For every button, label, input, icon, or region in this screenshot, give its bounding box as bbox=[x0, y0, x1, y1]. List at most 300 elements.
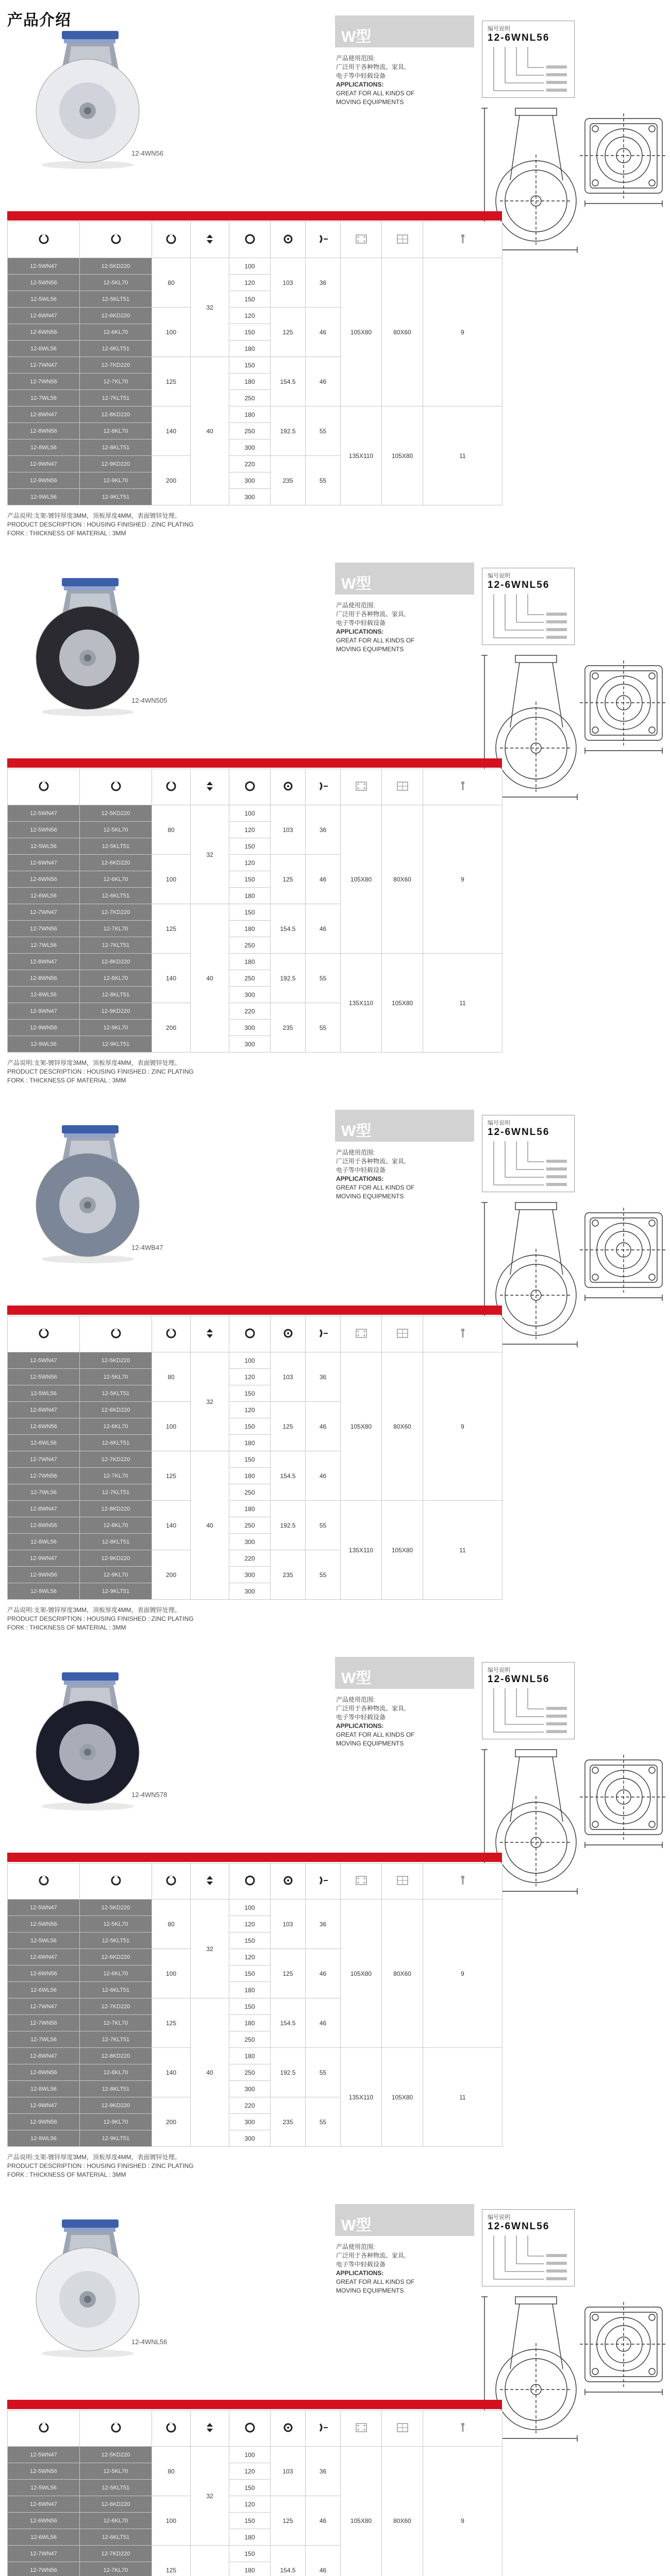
alt-code-cell: 12-8KD220 bbox=[80, 954, 152, 970]
alt-code-cell: 12-7KL70 bbox=[80, 921, 152, 937]
alt-code-cell: 12-5KL70 bbox=[80, 275, 152, 291]
wheel-width-cell: 40 bbox=[191, 1998, 229, 2147]
top-plate-size-cell: 135X110 bbox=[341, 1501, 382, 1600]
wheel-diameter-icon bbox=[282, 781, 294, 793]
model-code-cell: 12-6WL56 bbox=[8, 888, 80, 904]
alt-code-cell: 12-9KD220 bbox=[80, 1003, 152, 1020]
desc-cn-3: 电子等中轻载设备 bbox=[336, 619, 386, 626]
product-photo bbox=[10, 573, 165, 717]
bolt-icon bbox=[457, 781, 468, 793]
table-row bbox=[8, 2048, 502, 2064]
plate-icon bbox=[355, 1875, 368, 1888]
top-plate-size-cell: 105X80 bbox=[341, 1352, 382, 1501]
alt-code-cell: 12-5KL70 bbox=[80, 2463, 152, 2480]
wheel-diameter-cell: 140 bbox=[152, 2048, 191, 2097]
model-code-cell: 12-9WN47 bbox=[8, 1550, 80, 1567]
column-header-2 bbox=[80, 222, 152, 258]
alt-code-cell: 12-9KL70 bbox=[80, 472, 152, 489]
column-header-3 bbox=[152, 2411, 191, 2447]
alt-code-cell: 12-7KL70 bbox=[80, 2015, 152, 2031]
top-plate-size-cell: 105X80 bbox=[341, 1900, 382, 2048]
load-capacity-cell: 250 bbox=[229, 937, 271, 954]
load-capacity-cell: 120 bbox=[229, 1949, 271, 1965]
wheel-diameter-cell: 125 bbox=[152, 2546, 191, 2576]
load-capacity-cell: 150 bbox=[229, 1385, 271, 1402]
wheel-icon bbox=[244, 781, 256, 793]
total-height-cell: 103 bbox=[271, 2447, 306, 2496]
wheel-diameter-cell: 100 bbox=[152, 2496, 191, 2546]
load-capacity-cell: 220 bbox=[229, 456, 271, 472]
type-label-box bbox=[335, 563, 474, 595]
offset-cell: 36 bbox=[306, 805, 341, 855]
table-header-bar bbox=[7, 758, 502, 768]
model-code-cell: 12-8WL56 bbox=[8, 1534, 80, 1550]
load-capacity-cell: 300 bbox=[229, 2081, 271, 2097]
height-icon bbox=[204, 1875, 215, 1888]
desc-en-2: GREAT FOR ALL KINDS OF bbox=[336, 90, 415, 97]
footnote-line-3: FORK : THICKNESS OF MATERIAL : 3MM bbox=[7, 1624, 126, 1631]
table-row bbox=[8, 1352, 502, 1369]
wheel-diameter-icon bbox=[282, 233, 294, 246]
desc-en-1: APPLICATIONS: bbox=[336, 628, 384, 635]
model-code-cell: 12-9WL56 bbox=[8, 2130, 80, 2147]
bolt-hole-cell: 11 bbox=[423, 954, 502, 1053]
wheel-width-cell: 40 bbox=[191, 357, 229, 505]
alt-code-cell: 12-9KLT51 bbox=[80, 489, 152, 505]
offset-cell: 46 bbox=[306, 855, 341, 904]
column-header-1 bbox=[8, 769, 80, 805]
column-header-10 bbox=[423, 1316, 502, 1352]
alt-code-cell: 12-6KL70 bbox=[80, 2513, 152, 2529]
table-header-bar bbox=[7, 2400, 502, 2409]
column-header-4 bbox=[191, 1316, 229, 1352]
load-capacity-cell: 150 bbox=[229, 324, 271, 341]
load-capacity-cell: 180 bbox=[229, 406, 271, 423]
total-height-cell: 125 bbox=[271, 308, 306, 357]
application-description bbox=[336, 54, 475, 107]
load-capacity-cell: 120 bbox=[229, 2496, 271, 2513]
product-footnote bbox=[7, 1059, 194, 1085]
model-code-cell: 12-5WN56 bbox=[8, 2463, 80, 2480]
offset-cell: 46 bbox=[306, 357, 341, 406]
desc-cn-1: 产品使用范围: bbox=[336, 1149, 375, 1156]
offset-cell: 46 bbox=[306, 2546, 341, 2576]
load-capacity-cell: 100 bbox=[229, 805, 271, 822]
alt-code-cell: 12-5KL70 bbox=[80, 822, 152, 838]
alt-code-cell: 12-5KD220 bbox=[80, 258, 152, 275]
load-icon bbox=[165, 781, 177, 793]
desc-cn-2: 广泛用于各种物流、家具, bbox=[336, 63, 406, 71]
alt-code-cell: 12-5KD220 bbox=[80, 1900, 152, 1916]
top-plate-size-cell: 135X110 bbox=[341, 2048, 382, 2147]
product-footnote bbox=[7, 512, 194, 538]
hole-icon bbox=[396, 1328, 409, 1341]
table-header-bar bbox=[7, 1306, 502, 1315]
technical-drawing bbox=[479, 1197, 670, 1352]
desc-en-1: APPLICATIONS: bbox=[336, 2269, 384, 2277]
technical-drawing bbox=[479, 103, 670, 258]
bolt-hole-cell: 9 bbox=[423, 805, 502, 954]
column-header-3 bbox=[152, 769, 191, 805]
table-row bbox=[8, 1501, 502, 1517]
column-header-7 bbox=[306, 222, 341, 258]
wheel-diameter-cell: 100 bbox=[152, 855, 191, 904]
application-description bbox=[336, 601, 475, 654]
column-header-1 bbox=[8, 1316, 80, 1352]
wheel-width-cell: 32 bbox=[191, 1352, 229, 1451]
model-code-cell: 12-9WN47 bbox=[8, 1003, 80, 1020]
desc-cn-1: 产品使用范围: bbox=[336, 2243, 375, 2250]
column-header-1 bbox=[8, 1863, 80, 1900]
load-capacity-cell: 150 bbox=[229, 871, 271, 888]
desc-cn-1: 产品使用范围: bbox=[336, 1696, 375, 1703]
column-header-6 bbox=[271, 222, 306, 258]
load-capacity-cell: 300 bbox=[229, 2114, 271, 2130]
type-label: W型 bbox=[341, 575, 372, 592]
model-box-title: 编号说明 bbox=[488, 2214, 510, 2221]
wheel-diameter-cell: 100 bbox=[152, 308, 191, 357]
load-capacity-cell: 120 bbox=[229, 308, 271, 324]
alt-code-cell: 12-5KL70 bbox=[80, 1369, 152, 1385]
model-code-cell: 12-8WN47 bbox=[8, 954, 80, 970]
footnote-line-3: FORK : THICKNESS OF MATERIAL : 3MM bbox=[7, 1077, 126, 1084]
model-code-cell: 12-6WL56 bbox=[8, 1435, 80, 1451]
type-label-box bbox=[335, 1657, 474, 1689]
model-code-cell: 12-5WL56 bbox=[8, 1385, 80, 1402]
model-box-title: 编号说明 bbox=[488, 1667, 510, 1673]
alt-code-cell: 12-7KL70 bbox=[80, 374, 152, 390]
table-header-bar bbox=[7, 211, 502, 221]
model-code-cell: 12-7WL56 bbox=[8, 1484, 80, 1501]
total-height-cell: 154.5 bbox=[271, 904, 306, 954]
total-height-cell: 103 bbox=[271, 805, 306, 855]
model-code-cell: 12-7WL56 bbox=[8, 2031, 80, 2048]
load-capacity-cell: 100 bbox=[229, 258, 271, 275]
offset-cell: 46 bbox=[306, 1949, 341, 1998]
offset-cell: 46 bbox=[306, 1402, 341, 1451]
load-capacity-cell: 150 bbox=[229, 2513, 271, 2529]
alt-code-cell: 12-5KD220 bbox=[80, 2447, 152, 2463]
alt-code-cell: 12-6KD220 bbox=[80, 308, 152, 324]
model-code-cell: 12-5WL56 bbox=[8, 291, 80, 308]
column-header-5 bbox=[229, 1863, 271, 1900]
technical-drawing bbox=[479, 650, 670, 805]
desc-en-3: MOVING EQUIPMENTS bbox=[336, 2287, 404, 2294]
type-label-box bbox=[335, 1110, 474, 1142]
alt-code-cell: 12-8KLT51 bbox=[80, 2081, 152, 2097]
table-row bbox=[8, 258, 502, 275]
offset-cell: 46 bbox=[306, 2496, 341, 2546]
load-capacity-cell: 120 bbox=[229, 1369, 271, 1385]
alt-code-cell: 12-6KD220 bbox=[80, 1402, 152, 1418]
model-code: 12-6WNL56 bbox=[488, 580, 550, 590]
plate-icon bbox=[355, 233, 368, 246]
wheel-diameter-cell: 80 bbox=[152, 805, 191, 855]
column-header-5 bbox=[229, 222, 271, 258]
total-height-cell: 103 bbox=[271, 258, 306, 308]
load-icon bbox=[110, 1875, 122, 1888]
alt-code-cell: 12-5KLT51 bbox=[80, 1385, 152, 1402]
load-capacity-cell: 150 bbox=[229, 904, 271, 921]
desc-cn-1: 产品使用范围: bbox=[336, 602, 375, 609]
column-header-6 bbox=[271, 769, 306, 805]
hole-icon bbox=[396, 233, 409, 246]
desc-en-1: APPLICATIONS: bbox=[336, 81, 384, 88]
alt-code-cell: 12-7KD220 bbox=[80, 357, 152, 374]
column-header-9 bbox=[382, 2411, 423, 2447]
model-code-cell: 12-7WN47 bbox=[8, 1998, 80, 2015]
column-header-10 bbox=[423, 2411, 502, 2447]
type-label: W型 bbox=[341, 2217, 372, 2234]
table-row bbox=[8, 1900, 502, 1916]
load-capacity-cell: 300 bbox=[229, 1534, 271, 1550]
offset-cell: 36 bbox=[306, 2447, 341, 2496]
load-capacity-cell: 300 bbox=[229, 1583, 271, 1600]
wheel-width-cell: 40 bbox=[191, 1451, 229, 1600]
column-header-10 bbox=[423, 769, 502, 805]
column-header-3 bbox=[152, 222, 191, 258]
column-header-10 bbox=[423, 222, 502, 258]
load-capacity-cell: 300 bbox=[229, 472, 271, 489]
load-capacity-cell: 300 bbox=[229, 1036, 271, 1053]
column-header-2 bbox=[80, 1863, 152, 1900]
model-code-cell: 12-6WN56 bbox=[8, 1418, 80, 1435]
alt-code-cell: 12-6KL70 bbox=[80, 1418, 152, 1435]
wheel-diameter-cell: 200 bbox=[152, 1003, 191, 1053]
table-row bbox=[8, 2447, 502, 2463]
total-height-cell: 235 bbox=[271, 1550, 306, 1600]
model-code-cell: 12-5WN47 bbox=[8, 1352, 80, 1369]
offset-cell: 55 bbox=[306, 1501, 341, 1550]
desc-en-1: APPLICATIONS: bbox=[336, 1175, 384, 1182]
model-code-cell: 12-7WL56 bbox=[8, 937, 80, 954]
column-header-6 bbox=[271, 1316, 306, 1352]
load-capacity-cell: 150 bbox=[229, 1418, 271, 1435]
model-box-title: 编号说明 bbox=[488, 1120, 510, 1126]
load-icon bbox=[165, 233, 177, 246]
model-code-cell: 12-9WN47 bbox=[8, 2097, 80, 2114]
footnote-line-1: 产品说明:支架-镀锌厚度3MM，顶板厚度4MM，表面镀锌处理。 bbox=[7, 1059, 181, 1066]
column-header-1 bbox=[8, 2411, 80, 2447]
load-icon bbox=[165, 1328, 177, 1341]
model-code: 12-6WNL56 bbox=[488, 1674, 550, 1685]
load-capacity-cell: 220 bbox=[229, 1550, 271, 1567]
alt-code-cell: 12-6KLT51 bbox=[80, 888, 152, 904]
alt-code-cell: 12-7KLT51 bbox=[80, 937, 152, 954]
wheel-diameter-cell: 125 bbox=[152, 357, 191, 406]
alt-code-cell: 12-9KD220 bbox=[80, 2097, 152, 2114]
height-icon bbox=[204, 2422, 215, 2435]
desc-cn-3: 电子等中轻载设备 bbox=[336, 72, 386, 79]
footnote-line-3: FORK : THICKNESS OF MATERIAL : 3MM bbox=[7, 530, 126, 537]
alt-code-cell: 12-5KD220 bbox=[80, 805, 152, 822]
wheel-diameter-cell: 140 bbox=[152, 954, 191, 1003]
offset-cell: 46 bbox=[306, 308, 341, 357]
column-header-3 bbox=[152, 1863, 191, 1900]
spec-table bbox=[7, 1863, 502, 2147]
product-section-3 bbox=[0, 1094, 670, 1640]
desc-en-2: GREAT FOR ALL KINDS OF bbox=[336, 1731, 415, 1738]
plate-icon bbox=[355, 2422, 368, 2435]
load-icon bbox=[38, 1328, 49, 1341]
alt-code-cell: 12-9KLT51 bbox=[80, 2130, 152, 2147]
offset-cell: 46 bbox=[306, 1998, 341, 2048]
bolt-icon bbox=[457, 1875, 468, 1888]
hole-icon bbox=[396, 1875, 409, 1888]
load-capacity-cell: 180 bbox=[229, 954, 271, 970]
column-header-5 bbox=[229, 2411, 271, 2447]
load-capacity-cell: 120 bbox=[229, 1916, 271, 1933]
table-header-bar bbox=[7, 1853, 502, 1862]
total-height-cell: 103 bbox=[271, 1352, 306, 1402]
wheel-diameter-cell: 200 bbox=[152, 456, 191, 505]
alt-code-cell: 12-9KL70 bbox=[80, 1020, 152, 1036]
wheel-diameter-cell: 100 bbox=[152, 1402, 191, 1451]
load-capacity-cell: 220 bbox=[229, 1003, 271, 1020]
offset-cell: 55 bbox=[306, 2097, 341, 2147]
total-height-cell: 192.5 bbox=[271, 2048, 306, 2097]
height-icon bbox=[204, 781, 215, 793]
top-plate-size-cell: 135X110 bbox=[341, 954, 382, 1053]
alt-code-cell: 12-5KD220 bbox=[80, 1352, 152, 1369]
load-capacity-cell: 220 bbox=[229, 2097, 271, 2114]
model-code-cell: 12-6WL56 bbox=[8, 1982, 80, 1998]
load-capacity-cell: 180 bbox=[229, 1501, 271, 1517]
model-code-cell: 12-6WN56 bbox=[8, 2513, 80, 2529]
load-capacity-cell: 180 bbox=[229, 2529, 271, 2546]
column-header-6 bbox=[271, 2411, 306, 2447]
footnote-line-1: 产品说明:支架-镀锌厚度3MM，顶板厚度4MM，表面镀锌处理。 bbox=[7, 512, 181, 519]
hole-spacing-cell: 105X80 bbox=[382, 1501, 423, 1600]
type-label: W型 bbox=[341, 1670, 372, 1687]
load-capacity-cell: 120 bbox=[229, 1402, 271, 1418]
wheel-diameter-cell: 125 bbox=[152, 1451, 191, 1501]
load-capacity-cell: 120 bbox=[229, 822, 271, 838]
product-code-caption: 12-4WN505 bbox=[131, 697, 167, 704]
footnote-line-2: PRODUCT DESCRIPTION : HOUSING FINISHED : ZINC PLATING bbox=[7, 1615, 194, 1622]
model-code-cell: 12-6WN47 bbox=[8, 2496, 80, 2513]
load-capacity-cell: 150 bbox=[229, 1451, 271, 1468]
load-capacity-cell: 300 bbox=[229, 1567, 271, 1583]
model-code: 12-6WNL56 bbox=[488, 2221, 550, 2232]
alt-code-cell: 12-6KLT51 bbox=[80, 341, 152, 357]
application-description bbox=[336, 1148, 475, 1201]
column-header-9 bbox=[382, 222, 423, 258]
column-header-7 bbox=[306, 1316, 341, 1352]
load-icon bbox=[110, 2422, 122, 2435]
model-code-cell: 12-6WN47 bbox=[8, 855, 80, 871]
desc-cn-1: 产品使用范围: bbox=[336, 55, 375, 62]
load-icon bbox=[165, 1875, 177, 1888]
bolt-hole-cell: 11 bbox=[423, 406, 502, 505]
technical-drawing bbox=[479, 1744, 670, 1899]
load-capacity-cell: 180 bbox=[229, 888, 271, 904]
hole-spacing-cell: 105X80 bbox=[382, 2048, 423, 2147]
spec-table bbox=[7, 769, 502, 1053]
alt-code-cell: 12-9KD220 bbox=[80, 1550, 152, 1567]
hole-icon bbox=[396, 2422, 409, 2435]
alt-code-cell: 12-6KD220 bbox=[80, 855, 152, 871]
model-code-cell: 12-8WL56 bbox=[8, 439, 80, 456]
top-plate-size-cell: 135X110 bbox=[341, 406, 382, 505]
load-icon bbox=[110, 1328, 122, 1341]
wheel-width-cell: 32 bbox=[191, 258, 229, 357]
product-section-1 bbox=[0, 0, 670, 546]
desc-en-3: MOVING EQUIPMENTS bbox=[336, 98, 404, 106]
product-section-4 bbox=[0, 1641, 670, 2188]
alt-code-cell: 12-5KLT51 bbox=[80, 838, 152, 855]
load-capacity-cell: 120 bbox=[229, 855, 271, 871]
alt-code-cell: 12-8KL70 bbox=[80, 1517, 152, 1534]
desc-cn-2: 广泛用于各种物流、家具, bbox=[336, 2252, 406, 2259]
alt-code-cell: 12-7KLT51 bbox=[80, 2031, 152, 2048]
wheel-diameter-cell: 80 bbox=[152, 2447, 191, 2496]
column-header-9 bbox=[382, 1316, 423, 1352]
load-capacity-cell: 150 bbox=[229, 357, 271, 374]
model-box-title: 编号说明 bbox=[488, 573, 510, 579]
model-code-cell: 12-6WN56 bbox=[8, 871, 80, 888]
model-code-cell: 12-7WN56 bbox=[8, 374, 80, 390]
load-capacity-cell: 120 bbox=[229, 2463, 271, 2480]
load-capacity-cell: 100 bbox=[229, 2447, 271, 2463]
wheel-icon bbox=[244, 2422, 256, 2435]
offset-cell: 46 bbox=[306, 1451, 341, 1501]
product-photo bbox=[10, 1667, 165, 1811]
type-label: W型 bbox=[341, 28, 372, 45]
model-code-cell: 12-5WL56 bbox=[8, 2480, 80, 2496]
load-capacity-cell: 250 bbox=[229, 423, 271, 439]
offset-cell: 55 bbox=[306, 406, 341, 456]
total-height-cell: 235 bbox=[271, 456, 306, 505]
table-row bbox=[8, 954, 502, 970]
column-header-6 bbox=[271, 1863, 306, 1900]
load-capacity-cell: 180 bbox=[229, 2015, 271, 2031]
load-capacity-cell: 180 bbox=[229, 1982, 271, 1998]
total-height-cell: 154.5 bbox=[271, 2546, 306, 2576]
model-code-cell: 12-6WN47 bbox=[8, 1949, 80, 1965]
total-height-cell: 154.5 bbox=[271, 357, 306, 406]
load-icon bbox=[38, 233, 49, 246]
total-height-cell: 235 bbox=[271, 2097, 306, 2147]
load-capacity-cell: 250 bbox=[229, 1517, 271, 1534]
product-code-caption: 12-4WN56 bbox=[131, 149, 164, 157]
model-code-cell: 12-5WN47 bbox=[8, 805, 80, 822]
bolt-hole-cell: 9 bbox=[423, 2447, 502, 2576]
desc-cn-2: 广泛用于各种物流、家具, bbox=[336, 1158, 406, 1165]
model-code-cell: 12-5WL56 bbox=[8, 838, 80, 855]
offset-icon bbox=[317, 1328, 329, 1341]
model-code-cell: 12-7WL56 bbox=[8, 390, 80, 406]
bolt-hole-cell: 11 bbox=[423, 2048, 502, 2147]
wheel-diameter-cell: 125 bbox=[152, 1998, 191, 2048]
bolt-hole-cell: 9 bbox=[423, 1352, 502, 1501]
footnote-line-1: 产品说明:支架-镀锌厚度3MM，顶板厚度4MM，表面镀锌处理。 bbox=[7, 2154, 181, 2161]
column-header-2 bbox=[80, 769, 152, 805]
offset-cell: 55 bbox=[306, 2048, 341, 2097]
wheel-diameter-icon bbox=[282, 1875, 294, 1888]
load-capacity-cell: 150 bbox=[229, 2480, 271, 2496]
desc-en-2: GREAT FOR ALL KINDS OF bbox=[336, 637, 415, 644]
column-header-2 bbox=[80, 1316, 152, 1352]
model-code-cell: 12-7WN47 bbox=[8, 1451, 80, 1468]
alt-code-cell: 12-8KD220 bbox=[80, 1501, 152, 1517]
top-plate-size-cell: 105X80 bbox=[341, 805, 382, 954]
alt-code-cell: 12-7KD220 bbox=[80, 2546, 152, 2562]
desc-en-1: APPLICATIONS: bbox=[336, 1722, 384, 1730]
model-code-box bbox=[482, 1662, 575, 1739]
column-header-5 bbox=[229, 769, 271, 805]
alt-code-cell: 12-7KD220 bbox=[80, 1451, 152, 1468]
